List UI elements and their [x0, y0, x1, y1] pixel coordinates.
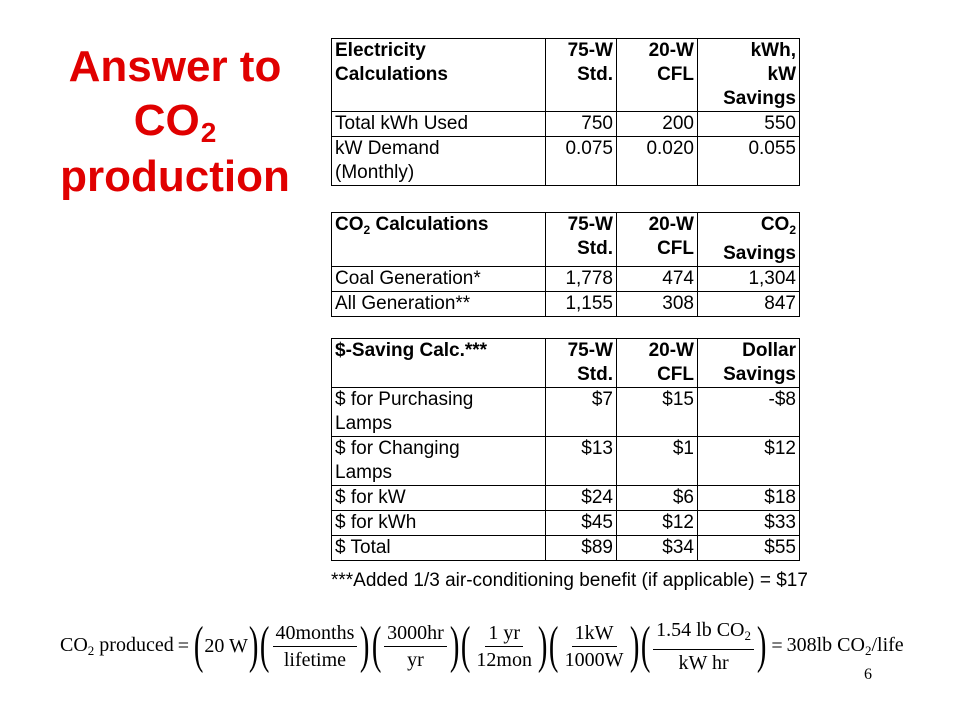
- co2-calculations-table: [331, 212, 800, 317]
- header-cell: kWh, kW Savings: [698, 39, 800, 112]
- value-cell: 200: [617, 112, 698, 137]
- fraction-months-per-lifetime: $\frac{\text{40months}}{\text{lifetime}}$: [273, 622, 358, 671]
- title-line-1: Answer to: [68, 42, 282, 91]
- page-number: 6: [864, 666, 872, 683]
- slide-title: [30, 40, 320, 204]
- header-cell: $CO_2$ Savings: [698, 213, 800, 267]
- row-label: Coal Generation*: [332, 267, 546, 292]
- value-cell: $13: [546, 437, 617, 486]
- value-cell: 474: [617, 267, 698, 292]
- right-paren: ): [756, 617, 767, 674]
- value-cell: 847: [698, 292, 800, 317]
- table-row: [332, 437, 800, 486]
- value-cell: $12: [617, 511, 698, 536]
- table-header-row: [332, 339, 800, 388]
- table-row: [332, 112, 800, 137]
- value-cell: $12: [698, 437, 800, 486]
- header-cell: 75-W Std.: [546, 39, 617, 112]
- row-label: $ Total: [332, 536, 546, 561]
- value-cell: 1,304: [698, 267, 800, 292]
- header-cell: $-Saving Calc.***: [332, 339, 546, 388]
- row-label: All Generation**: [332, 292, 546, 317]
- value-cell: 0.020: [617, 137, 698, 186]
- table-row: [332, 137, 800, 186]
- value-cell: $34: [617, 536, 698, 561]
- header-cell: 75-W Std.: [546, 339, 617, 388]
- table-row: [332, 486, 800, 511]
- row-label: $ for kWh: [332, 511, 546, 536]
- value-cell: $33: [698, 511, 800, 536]
- fraction-kw-per-watts: $\frac{1kW}{1000W}$: [564, 621, 624, 671]
- value-cell: 0.075: [546, 137, 617, 186]
- value-cell: 0.055: [698, 137, 800, 186]
- row-label: $ for Changing Lamps: [332, 437, 546, 486]
- value-cell: 550: [698, 112, 800, 137]
- value-cell: $18: [698, 486, 800, 511]
- watts-term: 20 W: [204, 634, 248, 657]
- value-cell: $45: [546, 511, 617, 536]
- value-cell: $6: [617, 486, 698, 511]
- left-paren: (: [460, 617, 471, 674]
- co2-equation: [60, 618, 904, 674]
- left-paren: (: [549, 617, 559, 674]
- value-cell: -$8: [698, 388, 800, 437]
- electricity-calculations-table: [331, 38, 800, 186]
- row-label: kW Demand (Monthly): [332, 137, 546, 186]
- value-cell: 1,155: [546, 292, 617, 317]
- left-paren: (: [640, 617, 651, 674]
- fraction-year-per-months: $\frac{1 yr}{\text{12mon}}$: [476, 621, 532, 671]
- equals-sign: =: [177, 634, 189, 657]
- value-cell: $24: [546, 486, 617, 511]
- right-paren: ): [248, 617, 259, 674]
- value-cell: $55: [698, 536, 800, 561]
- footnote: ***Added 1/3 air-conditioning benefit (if applicable) = $17: [331, 570, 808, 591]
- left-paren: (: [371, 617, 382, 674]
- header-cell: Electricity Calculations: [332, 39, 546, 112]
- title-line-3: production: [60, 151, 290, 201]
- dollar-savings-table: [331, 338, 800, 561]
- fraction-hours-per-year: $\frac{3000hr}{yr}$: [384, 622, 447, 671]
- right-paren: ): [449, 617, 460, 674]
- left-paren: (: [193, 617, 204, 674]
- right-paren: ): [360, 617, 370, 674]
- table-row: [332, 388, 800, 437]
- table-header-row: [332, 213, 800, 267]
- right-paren: ): [537, 617, 548, 674]
- value-cell: $7: [546, 388, 617, 437]
- value-cell: 308: [617, 292, 698, 317]
- header-cell: Dollar Savings: [698, 339, 800, 388]
- fraction-co2-per-kwh: $\frac{1.54 lb CO_2}{\text{kW hr}}$: [653, 619, 754, 674]
- header-cell: 20-W CFL: [617, 213, 698, 267]
- left-paren: (: [260, 617, 270, 674]
- equals-sign: =: [771, 634, 783, 657]
- equation-lhs: $CO_2$ produced: [60, 633, 174, 658]
- value-cell: 750: [546, 112, 617, 137]
- header-cell: 20-W CFL: [617, 39, 698, 112]
- table-row: [332, 267, 800, 292]
- table-row: [332, 292, 800, 317]
- value-cell: $15: [617, 388, 698, 437]
- row-label: $ for kW: [332, 486, 546, 511]
- row-label: Total kWh Used: [332, 112, 546, 137]
- header-cell: 75-W Std.: [546, 213, 617, 267]
- value-cell: $89: [546, 536, 617, 561]
- table-header-row: [332, 39, 800, 112]
- row-label: $ for Purchasing Lamps: [332, 388, 546, 437]
- title-line-2: $CO_2$: [133, 95, 217, 148]
- header-cell: $CO_2$ Calculations: [332, 213, 546, 267]
- value-cell: $1: [617, 437, 698, 486]
- header-cell: 20-W CFL: [617, 339, 698, 388]
- table-row: [332, 536, 800, 561]
- right-paren: ): [629, 617, 639, 674]
- table-row: [332, 511, 800, 536]
- value-cell: 1,778: [546, 267, 617, 292]
- equation-result: 308lb $CO_2$/life: [786, 633, 904, 658]
